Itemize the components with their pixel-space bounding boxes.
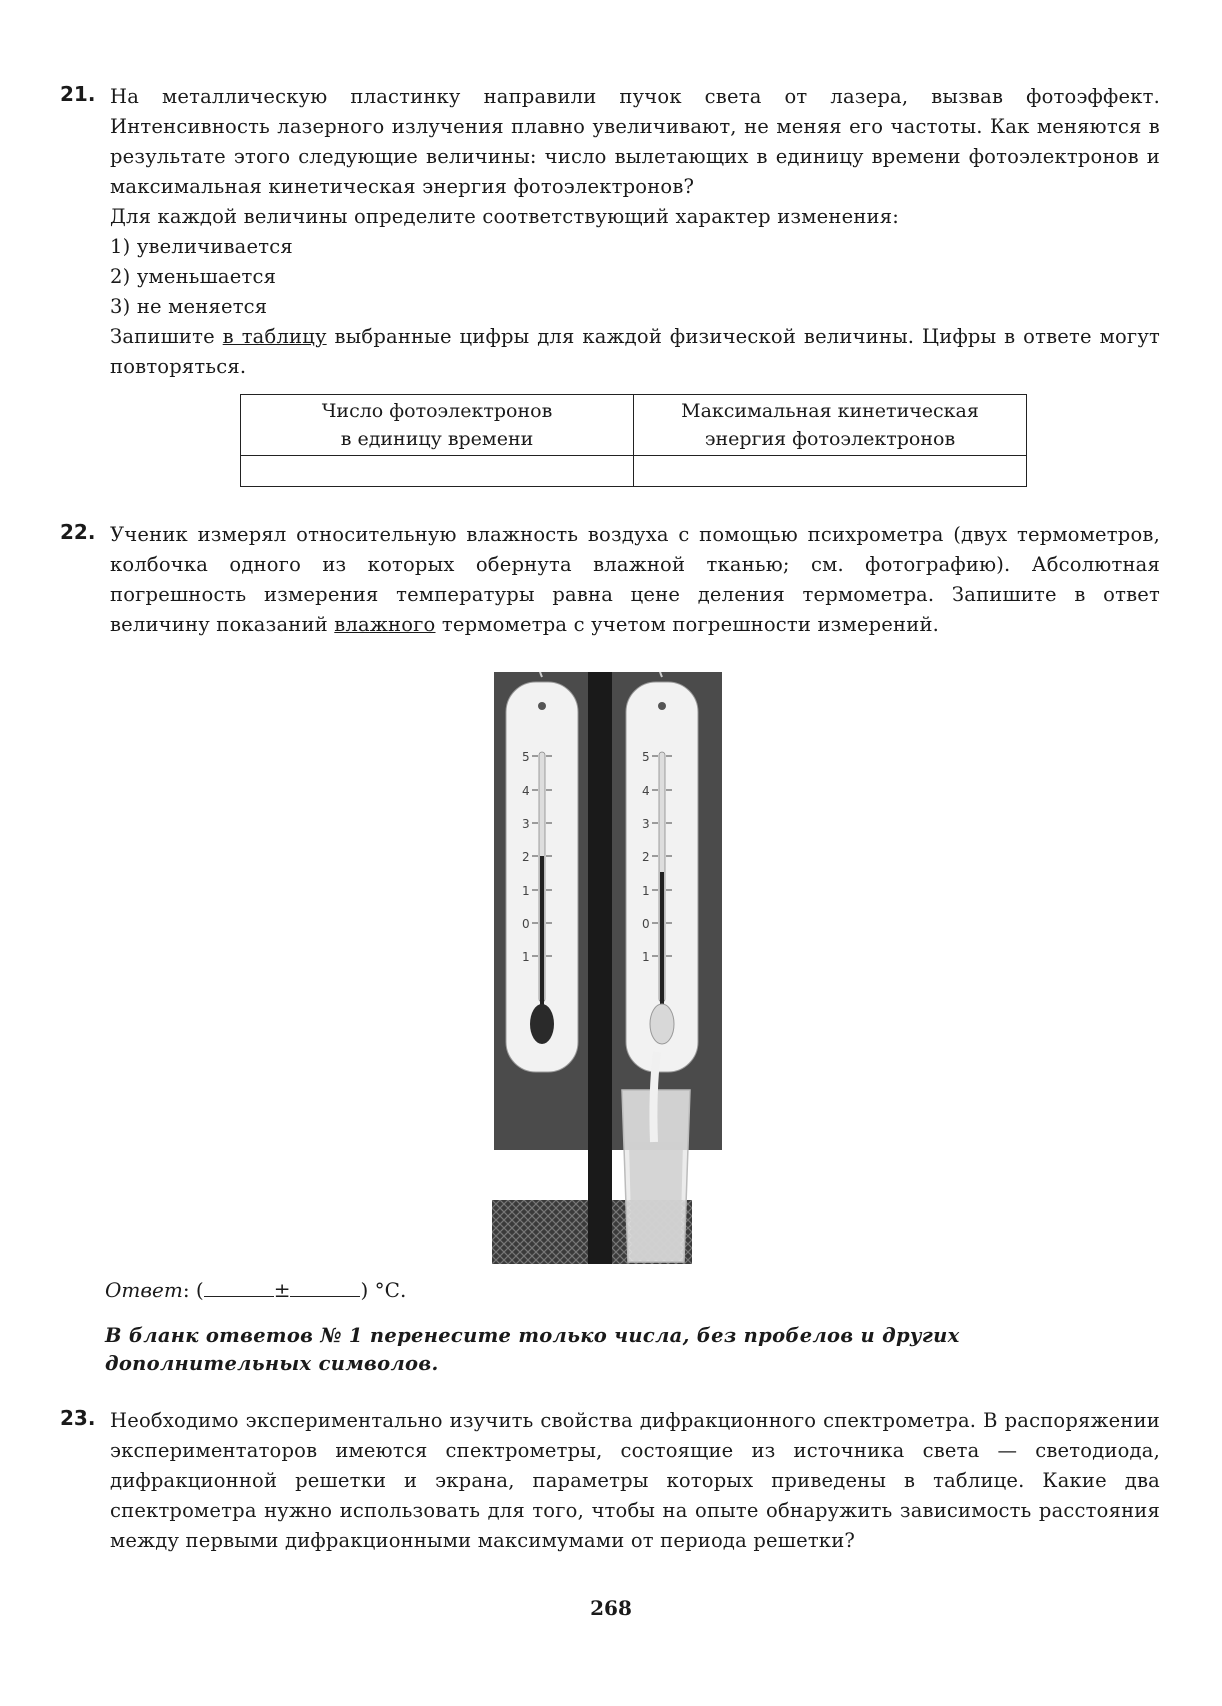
write-instruction: Запишите в таблицу выбранные цифры для каждой физической величины. Цифры в ответе могут повторяться. <box>110 325 1160 378</box>
scale-label: 4 <box>642 784 650 798</box>
options-list <box>110 232 1160 322</box>
scale-label: 2 <box>642 850 650 864</box>
scale-label: 1 <box>522 950 530 964</box>
table-header-cell: Максимальная кинетическая энергия фотоэлектронов <box>634 395 1027 456</box>
table-header-cell: Число фотоэлектронов в единицу времени <box>241 395 634 456</box>
problem-23 <box>60 1406 1160 1556</box>
scale-label: 1 <box>642 950 650 964</box>
scale-label: 3 <box>522 817 530 831</box>
scale-label: 2 <box>522 850 530 864</box>
problem-number: 23. <box>60 1406 96 1430</box>
table-header-row <box>241 395 1027 456</box>
wet-thermometer <box>626 672 698 1072</box>
problem-text: Ученик измерял относительную влажность воздуха с помощью психрометра (двух термометров, колбочка одного из которых обернута влажной тканью; см. фотографию). Абсолютная погрешность измерения температуры равна цене деления термометра. Запишите в ответ величину показаний влажного термометра с учетом погрешности измерений. <box>110 523 1160 636</box>
problem-22 <box>60 520 1160 640</box>
scale-label: 1 <box>642 884 650 898</box>
dry-thermometer <box>506 672 578 1072</box>
answer-value-blank[interactable] <box>204 1278 274 1297</box>
scale-label: 4 <box>522 784 530 798</box>
scale-label: 0 <box>642 917 650 931</box>
option: 1) увеличивается <box>110 235 293 258</box>
answer-note: В бланк ответов № 1 перенесите только числа, без пробелов и других дополнительных символов. <box>105 1324 960 1375</box>
answer-line: Ответ: ( ± ) °С. <box>105 1278 407 1302</box>
answer-label: Ответ <box>105 1278 183 1302</box>
psychrometer-photo <box>492 672 724 1264</box>
option: 2) уменьшается <box>110 265 277 288</box>
problem-text: На металлическую пластинку направили пучок света от лазера, вызвав фотоэффект. Интенсивность лазерного излучения плавно увеличивают, не меняя его частоты. Как меняются в результате этого следующие величины: число вылетающих в единицу времени фотоэлектронов и максимальная кинетическая энергия фотоэлектронов? <box>110 85 1160 198</box>
answer-error-blank[interactable] <box>290 1278 360 1297</box>
answer-cell[interactable] <box>241 456 634 487</box>
option: 3) не меняется <box>110 295 268 318</box>
scale-label: 3 <box>642 817 650 831</box>
problem-number: 21. <box>60 82 96 106</box>
scale-label: 5 <box>522 750 530 764</box>
instruction: Для каждой величины определите соответствующий характер изменения: <box>110 205 899 228</box>
answer-table <box>240 394 1027 487</box>
problem-number: 22. <box>60 520 96 544</box>
page-number: 268 <box>590 1596 632 1620</box>
problem-text: Необходимо экспериментально изучить свойства дифракционного спектрометра. В распоряжении экспериментаторов имеются спектрометры, состоящие из источника света — светодиода, дифракционной решетки и экрана, параметры которых приведены в таблице. Какие два спектрометра нужно использовать для того, чтобы на опыте обнаружить зависимость расстояния между первыми дифракционными максимумами от периода решетки? <box>110 1409 1160 1552</box>
table-answer-row <box>241 456 1027 487</box>
answer-cell[interactable] <box>634 456 1027 487</box>
scale-label: 1 <box>522 884 530 898</box>
scale-label: 0 <box>522 917 530 931</box>
scale-label: 5 <box>642 750 650 764</box>
problem-21 <box>60 82 1160 487</box>
